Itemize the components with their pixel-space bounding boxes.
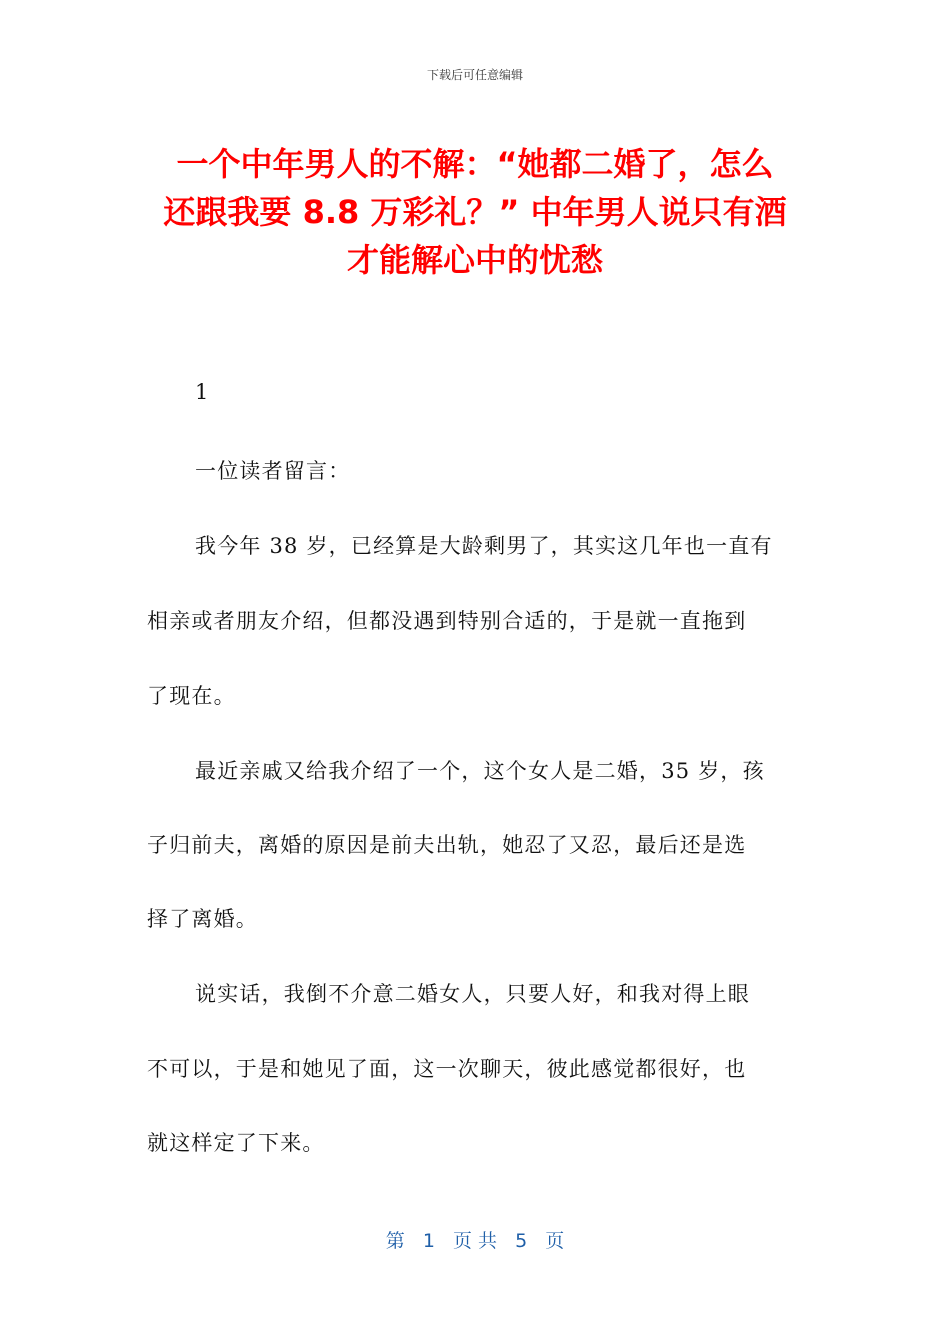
page-footer <box>0 1226 950 1253</box>
footer-page-number: 1 <box>422 1230 435 1252</box>
title-line-2: 还跟我要 8.8 万彩礼？” 中年男人说只有酒 <box>163 193 787 231</box>
title-line-3: 才能解心中的忧愁 <box>346 241 603 279</box>
footer-total-pages: 5 <box>515 1230 528 1252</box>
footer-di: 第 <box>385 1230 405 1252</box>
section-number: 1 <box>195 380 210 404</box>
paragraph-2-line-2: 相亲或者朋友介绍，但都没遇到特别合适的，于是就一直拖到 <box>147 609 747 633</box>
paragraph-3-line-3: 择了离婚。 <box>147 907 258 931</box>
document-title <box>140 140 810 284</box>
title-line-1: 一个中年男人的不解：“她都二婚了，怎么 <box>176 145 774 183</box>
footer-ye: 页 <box>545 1230 565 1252</box>
paragraph-4-line-2: 不可以，于是和她见了面，这一次聊天，彼此感觉都很好，也 <box>147 1057 747 1081</box>
paragraph-4-line-1: 说实话，我倒不介意二婚女人，只要人好，和我对得上眼 <box>195 982 750 1006</box>
header-note: 下载后可任意编辑 <box>426 68 523 82</box>
footer-ye-gong: 页 共 <box>452 1230 498 1252</box>
paragraph-1: 一位读者留言： <box>195 459 351 483</box>
paragraph-3-line-2: 子归前夫，离婚的原因是前夫出轨，她忍了又忍，最后还是选 <box>147 833 747 857</box>
paragraph-4-line-3: 就这样定了下来。 <box>147 1131 325 1155</box>
paragraph-3-line-1: 最近亲戚又给我介绍了一个，这个女人是二婚，35 岁，孩 <box>195 759 765 783</box>
paragraph-2-line-3: 了现在。 <box>147 684 236 708</box>
paragraph-2-line-1: 我今年 38 岁，已经算是大龄剩男了，其实这几年也一直有 <box>195 534 773 558</box>
